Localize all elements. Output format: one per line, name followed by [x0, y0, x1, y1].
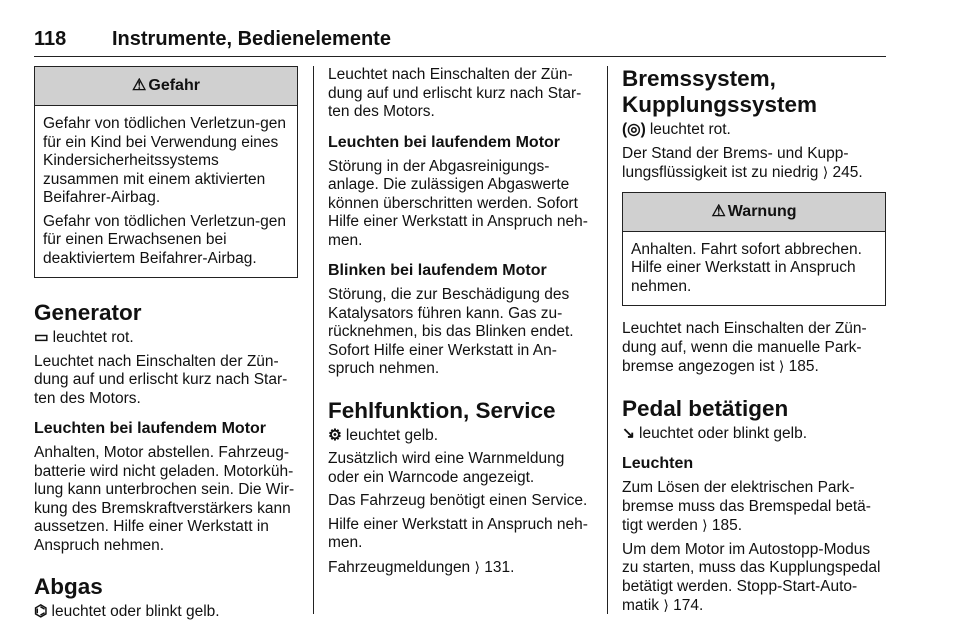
column-divider-2: [607, 66, 608, 614]
service-lamp-text: leuchtet gelb.: [345, 426, 439, 444]
page-ref-arrow-icon: ⟩: [663, 597, 669, 613]
pedal-subheading: Leuchten: [622, 455, 694, 472]
page-ref-arrow-icon: ⟩: [778, 358, 785, 374]
danger-box-header: [35, 67, 297, 106]
service-text-4: Fahrzeugmeldungen: [328, 558, 471, 576]
column-1: [34, 66, 298, 627]
brake-text-2: Leuchtet nach Einschalten der Zün-dung auf, wenn die manuelle Park-bremse angezogen ist: [622, 320, 867, 375]
service-text-3: Hilfe einer Werkstatt in Anspruch neh-men.: [328, 515, 588, 551]
service-text-1: Zusätzlich wird eine Warnmeldung oder ein Warncode angezeigt.: [328, 450, 565, 486]
pedal-ref-2[interactable]: 174.: [673, 597, 704, 614]
service-ref[interactable]: 131.: [484, 558, 515, 576]
warning-text: Anhalten. Fahrt sofort abbrechen. Hilfe einer Werkstatt in Anspruch nehmen.: [631, 240, 862, 295]
abgas-subheading-2: Blinken bei laufendem Motor: [328, 262, 547, 279]
page-ref-arrow-icon: ⟩: [702, 517, 708, 533]
abgas-text-1: Leuchtet nach Einschalten der Zün-dung auf und erlischt kurz nach Star-ten des Motors.: [328, 66, 582, 120]
warning-triangle-icon: ⚠: [132, 77, 147, 94]
brake-lamp-text: leuchtet rot.: [649, 121, 731, 138]
page-ref-arrow-icon: ⟩: [822, 164, 829, 180]
column-divider-1: [313, 66, 314, 614]
generator-heading: Generator: [34, 300, 142, 325]
service-heading: Fehlfunktion, Service: [328, 397, 556, 423]
brake-text-1: Der Stand der Brems- und Kupp-lungsflüssigkeit ist zu niedrig: [622, 144, 849, 181]
battery-icon: ▭: [34, 329, 49, 346]
column-2: [328, 66, 593, 582]
abgas-heading: Abgas: [34, 574, 103, 599]
abgas-subheading-1: Leuchten bei laufendem Motor: [328, 133, 561, 151]
warning-box-header: [623, 193, 885, 232]
brake-heading: Bremssystem, Kupplungssystem: [622, 66, 818, 117]
pedal-heading: Pedal betätigen: [622, 395, 789, 421]
generator-lamp-text: leuchtet rot.: [52, 329, 134, 346]
engine-icon: ⌬: [34, 603, 48, 620]
generator-text-2: Anhalten, Motor abstellen. Fahrzeug-batterie wird nicht geladen. Motorküh-lung kann unterbrochen sein. Die Wir-kung des Bremskraftverstärkers kann aussetzen. Hilfe einer Werkstatt in Anspruch nehmen.: [34, 444, 295, 554]
service-text-2: Das Fahrzeug benötigt einen Service.: [328, 492, 588, 509]
column-3: [622, 66, 886, 621]
generator-text-1: Leuchtet nach Einschalten der Zün-dung auf und erlischt kurz nach Star-ten des Motors.: [34, 352, 288, 407]
pedal-text-1: Zum Lösen der elektrischen Park-bremse muss das Bremspedal betä-tigt werden: [622, 479, 871, 534]
page-header: [34, 28, 886, 57]
page-ref-arrow-icon: ⟩: [474, 558, 480, 575]
brake-ref[interactable]: 245.: [832, 164, 863, 181]
danger-text-2: Gefahr von tödlichen Verletzun-gen für einen Erwachsenen bei deaktiviertem Beifahrer-Airbag.: [43, 212, 286, 267]
warning-box: [622, 192, 886, 307]
pedal-icon: ↘: [622, 424, 635, 442]
abgas-text-2: Störung in der Abgasreinigungs-anlage. Die zulässigen Abgaswerte können überschritten werden. Sofort Hilfe einer Werkstatt in Anspruch neh-men.: [328, 157, 588, 249]
abgas-text-3: Störung, die zur Beschädigung des Katalysators führen kann. Gas zu-rücknehmen, bis das Blinken endet. Sofort Hilfe einer Werkstatt in An-spruch nehmen.: [328, 286, 574, 377]
warning-triangle-icon: ⚠: [711, 202, 726, 220]
brake-warning-icon: (◎): [622, 121, 646, 138]
pedal-text-2: Um dem Motor im Autostopp-Modus zu starten, muss das Kupplungspedal betätigt werden. Stopp-Start-Auto-matik: [622, 540, 881, 614]
danger-text-1: Gefahr von tödlichen Verletzun-gen für ein Kind bei Verwendung eines Kindersicherheitssystems zusammen mit einem aktivierten Beifahrer-Airbag.: [43, 115, 286, 206]
page-number: 118: [34, 28, 67, 50]
warning-title: Warnung: [727, 202, 797, 220]
pedal-lamp-text: leuchtet oder blinkt gelb.: [639, 424, 808, 442]
chapter-title: Instrumente, Bedienelemente: [112, 28, 391, 50]
abgas-lamp-text: leuchtet oder blinkt gelb.: [51, 603, 220, 620]
generator-subheading: Leuchten bei laufendem Motor: [34, 420, 267, 437]
danger-title: Gefahr: [148, 77, 200, 94]
danger-box: [34, 66, 298, 278]
pedal-ref-1[interactable]: 185.: [711, 517, 743, 534]
brake-ref-2[interactable]: 185.: [788, 358, 819, 375]
service-wrench-car-icon: ⚙: [328, 426, 342, 444]
